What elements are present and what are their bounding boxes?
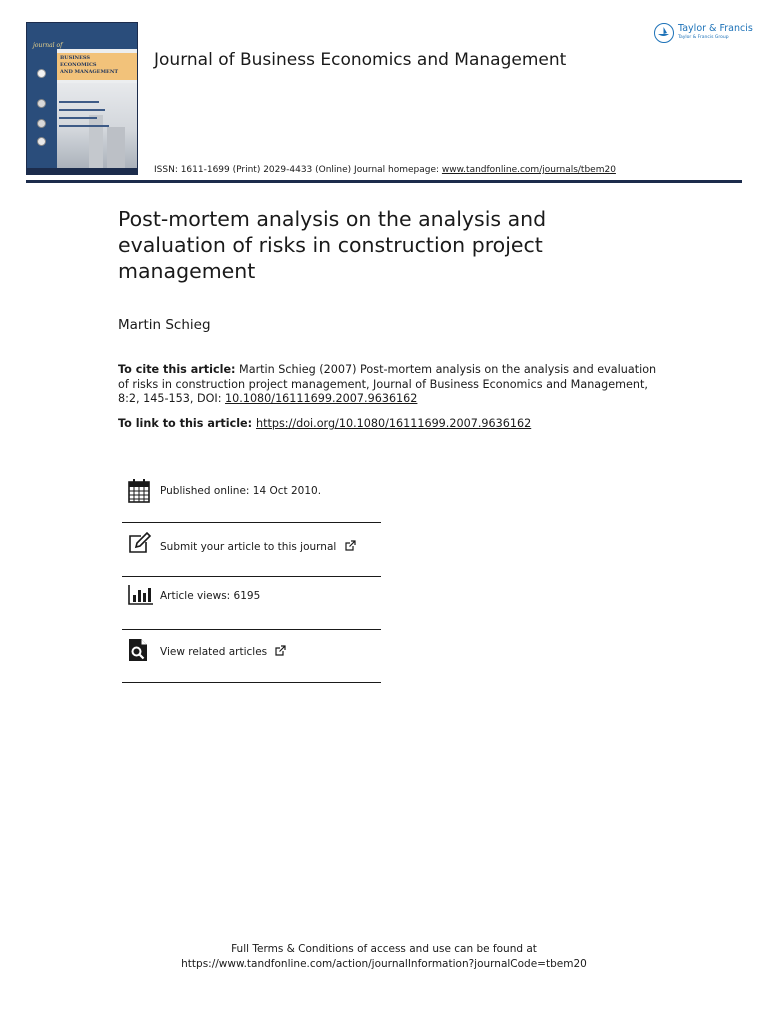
published-online-row — [122, 468, 381, 521]
publisher-logo[interactable] — [654, 22, 753, 46]
journal-homepage-link[interactable]: www.tandfonline.com/journals/tbem20 — [441, 165, 616, 175]
cite-text: Martin Schieg (2007) Post-mortem analysis on the analysis and evaluation of risks in construction project management, Journal of Business Economics and Management, 8:2, 145-153, DOI: — [118, 363, 657, 405]
doi-link[interactable]: 10.1080/16111699.2007.9636162 — [225, 392, 418, 405]
journal-cover-image — [26, 22, 138, 175]
related-articles-label: View related articles — [160, 646, 268, 658]
edit-icon — [128, 532, 152, 558]
footer-line-1: Full Terms & Conditions of access and use can be found at — [231, 943, 537, 955]
issn-text: ISSN: 1611-1699 (Print) 2029-4433 (Online) Journal homepage: — [154, 165, 442, 175]
cite-label: To cite this article: — [118, 363, 236, 376]
article-link-block — [118, 417, 531, 430]
header-divider — [26, 180, 742, 183]
link-label: To link to this article: — [118, 417, 256, 430]
journal-title: Journal of Business Economics and Management — [154, 50, 567, 70]
publisher-tagline: Taylor & Francis Group — [678, 35, 729, 40]
search-document-icon — [128, 638, 148, 666]
bar-chart-icon — [128, 585, 154, 609]
footer-terms — [0, 942, 768, 972]
article-views-row — [122, 577, 381, 630]
cover-script-label: journal of — [33, 42, 63, 49]
article-url-link[interactable]: https://doi.org/10.1080/16111699.2007.9636162 — [256, 417, 532, 430]
cover-title: BUSINESS ECONOMICS AND MANAGEMENT — [57, 53, 137, 80]
calendar-icon — [128, 479, 150, 507]
submit-article-row[interactable] — [122, 523, 381, 576]
external-link-icon — [345, 540, 356, 554]
submit-article-label: Submit your article to this journal — [160, 541, 337, 553]
external-link-icon — [275, 645, 286, 659]
boat-logo-icon — [654, 23, 674, 43]
divider — [122, 682, 381, 683]
published-online-label: Published online: 14 Oct 2010. — [160, 485, 322, 497]
footer-terms-link[interactable]: https://www.tandfonline.com/action/journalInformation?journalCode=tbem20 — [181, 958, 587, 970]
issn-line — [154, 165, 616, 175]
related-articles-row[interactable] — [122, 630, 381, 683]
article-title: Post-mortem analysis on the analysis and evaluation of risks in construction project management — [118, 207, 547, 283]
article-views-label: Article views: 6195 — [160, 590, 261, 602]
publisher-name: Taylor & Francis — [678, 23, 753, 34]
author-name[interactable]: Martin Schieg — [118, 317, 211, 333]
citation-block — [118, 363, 658, 407]
